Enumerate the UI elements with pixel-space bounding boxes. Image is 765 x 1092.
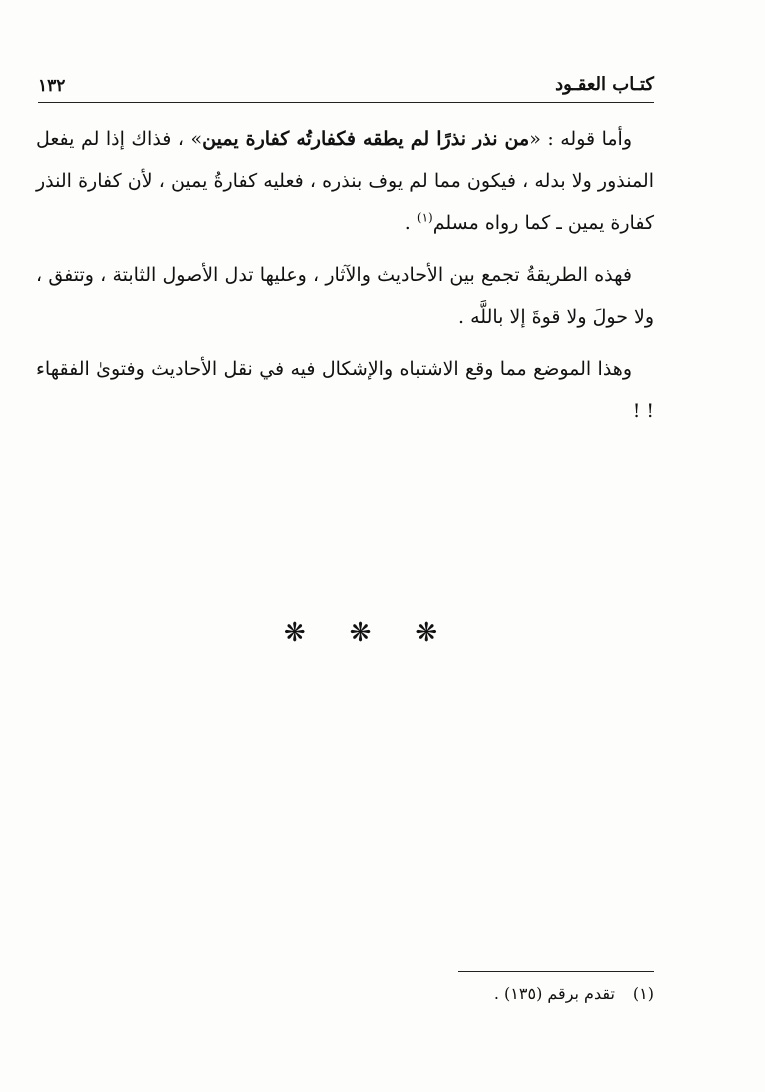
paragraph-3: وهذا الموضع مما وقع الاشتباه والإشكال فيه في نقل الأحاديث وفتوىٰ الفقهاء ! ! (36, 358, 654, 422)
running-header (38, 72, 654, 103)
paragraph-1-intro: وأما قوله : « (529, 128, 633, 150)
hadith-quote: من نذر نذرًا لم يطقه فكفارتُه كفارة يمين (202, 128, 530, 150)
body-text (36, 118, 654, 442)
paragraph-2: فهذه الطريقةُ تجمع بين الأحاديث والآثار ، وعليها تدل الأصول الثابتة ، وتتفق ، ولا حولَ ولا قوةَ إلا باللَّه . (36, 264, 654, 328)
paragraph-1 (36, 118, 654, 244)
footnote-reference[interactable]: (١) (416, 210, 433, 225)
paragraph-1-end: . (404, 212, 417, 234)
chapter-title: كتـاب العقـود (555, 74, 654, 95)
footnote-text: تقدم برقم (١٣٥) . (493, 984, 615, 1003)
footnote (400, 984, 654, 1003)
section-separator: ❋❋❋ (283, 618, 482, 648)
footnote-divider (458, 971, 654, 972)
footnote-marker: (١) (632, 984, 654, 1003)
page-number: ١٣٢ (38, 76, 66, 96)
paragraph-1-continuation: » ، فذاك إذا لم يفعل المنذور ولا بدله ، فيكون مما لم يوف بنذره ، فعليه كفارةُ يمين ، لأن كفارة النذر كفارة يمين ـ كما رواه مسلم (36, 128, 654, 234)
